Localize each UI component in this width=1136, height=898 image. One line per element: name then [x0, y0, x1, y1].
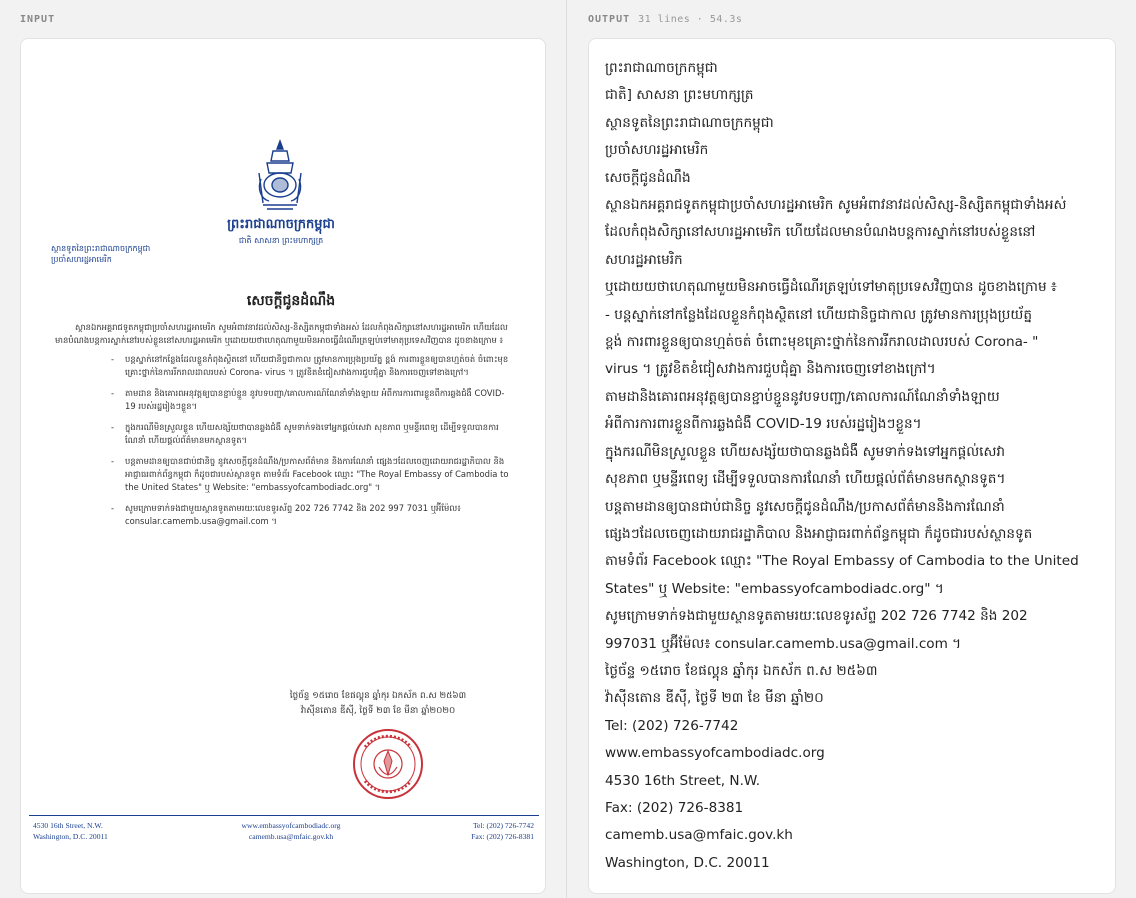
ocr-line: virus ។ ត្រូវខិតខំជៀសវាងការជួបជុំគ្នា និងការចេញទៅខាងក្រៅ។ — [605, 361, 936, 378]
footer-divider — [29, 815, 539, 816]
footer-fax: Fax: (202) 726-8381 — [471, 831, 534, 841]
ocr-line: camemb.usa@mfaic.gov.kh — [605, 827, 793, 844]
ocr-line: ក្នុងករណីមិនស្រួលខ្លួន ហើយសង្ស័យថាបានឆ្លងជំងឺ សូមទាក់ទងទៅអ្នកផ្តល់សេវា — [605, 443, 1006, 460]
notice-bullet: - បន្តតាមដានឲ្យបានជាប់ជានិច្ច នូវសេចក្តីជូនដំណឹង/ប្រកាសព័ត៌មាន និងការណែនាំ ផ្សេងៗដែលចេញដោយរាជរដ្ឋាភិបាល និងអាជ្ញាធរពាក់ព័ន្ធកម្ពុជា ក៏ដូចជារបស់ស្ថានទូត តាមទំព័រ Facebook ឈ្មោះ "The Royal Embassy of Cambodia to the United States" ឬ Website: "embassyofcambodiadc.org" ។ — [125, 455, 515, 494]
lunar-date: ថ្ងៃច័ន្ទ ១៥រោច ខែផល្គុន ឆ្នាំកុរ ឯកស័ក ព.ស ២៥៦៣ — [289, 691, 467, 701]
notice-bullet: - ក្នុងករណីមិនស្រួលខ្លួន ហើយសង្ស័យថាបានឆ្លងជំងឺ សូមទាក់ទងទៅអ្នកផ្តល់សេវា សុខភាព ឬមន្ទីរពេទ្យ ដើម្បីទទួលបានការណែនាំ ហើយផ្តល់ព័ត៌មានមកស្ថានទូត។ — [125, 421, 515, 447]
ocr-line: Tel: (202) 726-7742 — [605, 717, 739, 734]
ocr-line: សូមក្រោមទាក់ទងជាមួយស្ថានទូតតាមរយៈលេខទូរស័ព្ទ 202 726 7742 និង 202 — [605, 608, 1028, 625]
ocr-line: 997031 ឬអ៊ីម៉ែល៖ consular.camemb.usa@gmail.com ។ — [605, 635, 962, 652]
ocr-line: វ៉ាស៊ីនតោន ឌីស៊ី, ថ្ងៃទី ២៣ ខែ មីនា ឆ្នាំ២០ — [605, 690, 824, 707]
ocr-line: ស្ថានឯកអគ្គរាជទូតកម្ពុជាប្រចាំសហរដ្ឋអាមេរិក សូមអំពាវនាវដល់សិស្ស-និស្សិតកម្ពុជាទាំងអស់ — [605, 197, 1067, 214]
input-document-card — [20, 38, 546, 894]
output-meta: 31 lines · 54.3s — [638, 14, 743, 25]
ocr-line: States" ឬ Website: "embassyofcambodiadc.org" ។ — [605, 580, 944, 597]
kingdom-title: ព្រះរាជាណាចក្រកម្ពុជា — [227, 217, 335, 232]
ocr-line: ឬដោយយថាហេតុណាមួយមិនអាចធ្វើដំណើរត្រឡប់ទៅមាតុប្រទេសវិញបាន ដូចខាងក្រោម ៖ — [605, 279, 1057, 296]
notice-bullet: - សូមក្រោមទាក់ទងជាមួយស្ថានទូតតាមរយៈលេខទូរស័ព្ទ 202 726 7742 និង 202 997 7031 ឬអ៊ីម៉ែល៖ consular.camemb.usa@gmail.com ។ — [125, 502, 515, 528]
ocr-line: ស្ថានទូតនៃព្រះរាជាណាចក្រកម្ពុជា — [605, 114, 774, 131]
royal-crest-icon — [255, 139, 305, 211]
footer-city: Washington, D.C. 20011 — [33, 831, 108, 841]
notice-date — [253, 689, 503, 719]
kingdom-motto: ជាតិ សាសនា ព្រះមហាក្សត្រ — [238, 236, 324, 245]
embassy-location: ប្រចាំសហរដ្ឋអាមេរិក — [51, 255, 112, 265]
embassy-seal-icon — [351, 727, 425, 801]
ocr-line: ប្រចាំសហរដ្ឋអាមេរិក — [605, 142, 709, 159]
notice-intro: ស្ថានឯកអគ្គរាជទូតកម្ពុជាប្រចាំសហរដ្ឋអាមេរិក សូមអំពាវនាវដល់សិស្ស-និស្សិតកម្ពុជាទាំងអស់ ដែលកំពុងសិក្សានៅសហរដ្ឋអាមេរិក ហើយដែលមានបំណងបន្តការស្នាក់នៅរបស់ខ្លួននៅសហរដ្ឋអាមេរិក ឬដោយយថាហេតុណាមួយមិនអាចធ្វើដំណើរត្រឡប់ទៅមាតុប្រទេសវិញបាន ដូចខាងក្រោម ៖ — [55, 322, 508, 346]
ocr-line: - បន្តស្នាក់នៅកន្លែងដែលខ្លួនកំពុងស្ថិតនៅ ហើយជានិច្ចជាកាល ត្រូវមានការប្រុងប្រយ័ត្ន — [605, 306, 1032, 323]
footer-email: camemb.usa@mfaic.gov.kh — [248, 831, 334, 841]
ocr-line: តាមដានិងគោរពអនុវត្តឲ្យបានខ្ជាប់ខ្ជួននូវបទបញ្ជា/គោលការណ៍ណែនាំទាំងឡាយ — [605, 388, 1000, 405]
footer-address — [33, 821, 183, 842]
ocr-line: ព្រះរាជាណាចក្រកម្ពុជា — [605, 60, 718, 76]
notice-heading: សេចក្តីជូនដំណឹង — [246, 293, 336, 309]
notice-bullet: - តាមដាន និងគោរពអនុវត្តឲ្យបានខ្ជាប់ខ្ជួន នូវបទបញ្ជា/គោលការណ៍ណែនាំទាំងឡាយ អំពីការការពារខ្លួនពីការឆ្លងជំងឺ COVID-19 របស់រដ្ឋរៀងៗខ្លួន។ — [125, 387, 515, 413]
pane-divider — [566, 0, 567, 898]
footer-phone — [416, 821, 534, 842]
ocr-line: សេចក្តីជូនដំណឹង — [605, 169, 691, 186]
ocr-line: បន្តតាមដានឲ្យបានជាប់ជានិច្ច នូវសេចក្តីជូនដំណឹង/ប្រកាសព័ត៌មាននិងការណែនាំ — [605, 498, 1005, 515]
ocr-line: សហរដ្ឋអាមេរិក — [605, 251, 683, 268]
footer-tel: Tel: (202) 726-7742 — [472, 821, 534, 830]
ocr-line: ជាតិ] សាសនា ព្រះមហាក្សត្រ — [605, 87, 754, 104]
ocr-line: www.embassyofcambodiadc.org — [605, 745, 825, 762]
notice-bullets — [55, 353, 515, 528]
input-pane-label: INPUT — [20, 14, 56, 25]
ocr-output — [605, 55, 1101, 877]
ocr-line: Fax: (202) 726-8381 — [605, 799, 744, 816]
embassy-header — [51, 243, 201, 265]
footer-street: 4530 16th Street, N.W. — [33, 821, 103, 830]
ocr-line: ថ្ងៃច័ន្ទ ១៥រោច ខែផល្គុន ឆ្នាំកុរ ឯកស័ក ព.ស ២៥៦៣ — [605, 662, 878, 679]
embassy-name: ស្ថានទូតនៃព្រះរាជាណាចក្រកម្ពុជា — [51, 244, 151, 253]
ocr-line: ផ្សេងៗដែលចេញដោយរាជរដ្ឋាភិបាល និងអាជ្ញាធរពាក់ព័ន្ធកម្ពុជា ក៏ដូចជារបស់ស្ថានទូត — [605, 525, 1033, 542]
output-text-card — [588, 38, 1116, 894]
ocr-line: តាមទំព័រ Facebook ឈ្មោះ "The Royal Embassy of Cambodia to the United — [605, 553, 1079, 570]
ocr-line: សុខភាព ឬមន្ទីរពេទ្យ ដើម្បីទទួលបានការណែនាំ ហើយផ្តល់ព័ត៌មានមកស្ថានទូត។ — [605, 471, 1006, 488]
footer-website: www.embassyofcambodiadc.org — [241, 821, 341, 830]
notice-body — [55, 321, 515, 536]
footer-contact — [226, 821, 356, 842]
ocr-line: 4530 16th Street, N.W. — [605, 772, 761, 789]
ocr-line: Washington, D.C. 20011 — [605, 854, 770, 871]
ocr-line: ដែលកំពុងសិក្សានៅសហរដ្ឋអាមេរិក ហើយដែលមានបំណងបន្តការស្នាក់នៅរបស់ខ្លួននៅ — [605, 224, 1036, 241]
ocr-line: អំពីការការពារខ្លួនពីការឆ្លងជំងឺ COVID-19 របស់រដ្ឋរៀងៗខ្លួន។ — [605, 416, 922, 433]
scanned-letter — [21, 39, 545, 893]
notice-bullet: - បន្តស្នាក់នៅកន្លែងដែលខ្លួនកំពុងស្ថិតនៅ ហើយជានិច្ចជាកាល ត្រូវមានការប្រុងប្រយ័ត្ន ខ្ពង់ ការពារខ្លួនឲ្យបានហ្មត់ចត់ ចំពោះមុខគ្រោះថ្នាក់នៃការរីករាលដាលរបស់ Corona- virus ។ ត្រូវខិតខំជៀសវាងការជួបជុំគ្នា និងការចេញទៅខាងក្រៅ។ — [125, 353, 515, 379]
gregorian-date: វ៉ាស៊ីនតោន ឌីស៊ី, ថ្ងៃទី ២៣ ខែ មីនា ឆ្នាំ២០២០ — [300, 705, 456, 716]
output-pane-label: OUTPUT 31 lines · 54.3s — [588, 14, 743, 25]
ocr-line: ខ្ពង់ ការពារខ្លួនឲ្យបានហ្មត់ចត់ ចំពោះមុខគ្រោះថ្នាក់នៃការរីករាលដាលរបស់ Corona- " — [605, 334, 1039, 351]
